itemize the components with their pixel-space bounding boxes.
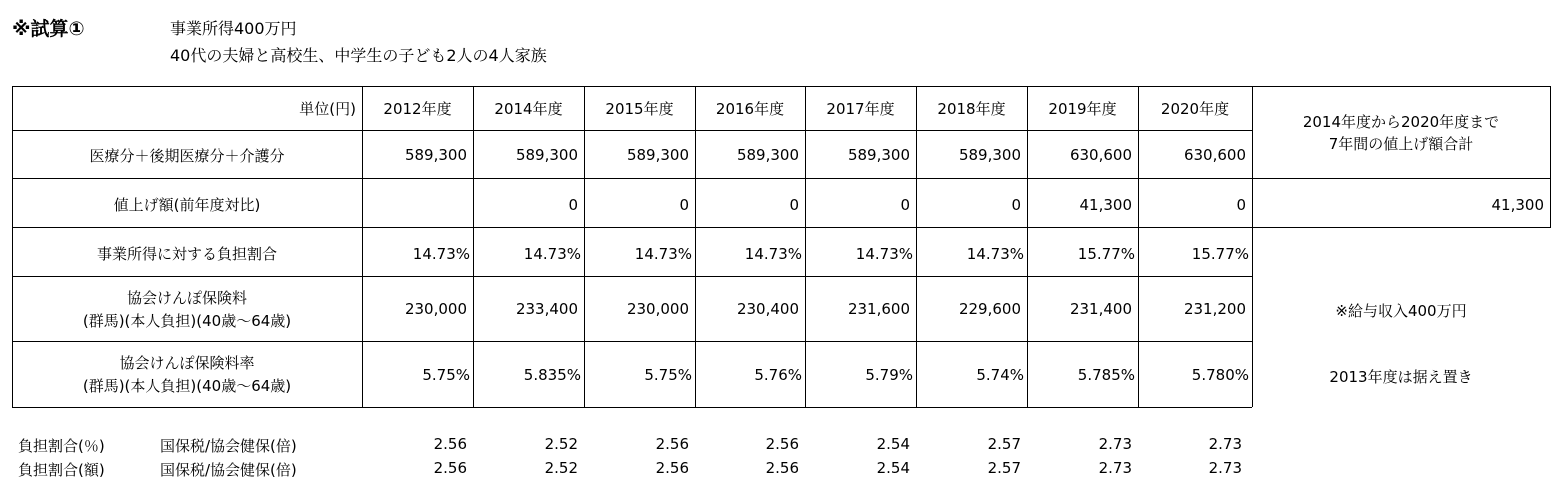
table-cell: 5.75%	[422, 366, 470, 384]
ratio-value: 2.73	[1098, 435, 1132, 453]
table-cell: 5.76%	[754, 366, 802, 384]
ratio-value: 2.54	[876, 459, 910, 477]
row-label: 協会けんぽ保険料	[126, 289, 247, 307]
total-header-line1: 2014年度から2020年度まで	[1302, 113, 1500, 131]
ratio-value: 2.56	[433, 459, 467, 477]
year-header: 2019年度	[1048, 100, 1117, 118]
table-cell: 630,600	[1183, 146, 1246, 164]
ratio-value: 2.57	[987, 435, 1021, 453]
table-border-top	[12, 86, 1551, 87]
table-cell: 14.73%	[966, 245, 1024, 263]
ratio-value: 2.56	[765, 435, 799, 453]
table-cell: 589,300	[626, 146, 689, 164]
table-cell: 15.77%	[1077, 245, 1135, 263]
ratio-value: 2.54	[876, 435, 910, 453]
table-cell: 14.73%	[634, 245, 692, 263]
ratio-value: 2.73	[1098, 459, 1132, 477]
table-cell: 231,600	[847, 300, 910, 318]
ratio-value: 2.73	[1208, 435, 1242, 453]
row-divider	[12, 341, 1252, 342]
rate-note: 2013年度は据え置き	[1329, 368, 1473, 386]
page-title: ※試算①	[12, 18, 85, 40]
year-header: 2020年度	[1160, 100, 1230, 118]
table-cell: 5.79%	[865, 366, 913, 384]
footer-label: 負担割合(％)	[18, 437, 105, 455]
table-cell: 589,300	[736, 146, 799, 164]
table-cell: 229,600	[958, 300, 1021, 318]
table-cell: 14.73%	[744, 245, 802, 263]
table-cell: 589,300	[958, 146, 1021, 164]
table-cell: 0	[568, 196, 578, 214]
table-cell: 0	[789, 196, 799, 214]
row-divider	[12, 227, 1551, 228]
table-border-right	[1550, 86, 1551, 227]
row-divider	[12, 130, 1252, 131]
year-header: 2018年度	[937, 100, 1006, 118]
scenario-income: 事業所得400万円	[170, 19, 297, 38]
year-header: 2014年度	[494, 100, 563, 118]
table-cell: 0	[1236, 196, 1246, 214]
table-cell: 41,300	[1079, 196, 1132, 214]
table-cell: 14.73%	[523, 245, 581, 263]
footer-label: 負担割合(額)	[18, 461, 105, 479]
footer-sublabel: 国保税/協会健保(倍)	[160, 437, 297, 455]
ratio-value: 2.56	[765, 459, 799, 477]
table-cell: 5.75%	[644, 366, 692, 384]
table-cell: 589,300	[515, 146, 578, 164]
total-header-line2: 7年間の値上げ額合計	[1328, 135, 1474, 153]
row-label: 値上げ額(前年度対比)	[113, 196, 261, 214]
table-cell: 0	[1011, 196, 1021, 214]
ratio-value: 2.56	[655, 435, 689, 453]
year-header: 2015年度	[605, 100, 674, 118]
table-cell: 5.780%	[1191, 366, 1249, 384]
table-cell: 230,000	[404, 300, 467, 318]
table-cell: 5.785%	[1077, 366, 1135, 384]
table-border-bottom	[12, 407, 1252, 408]
footer-sublabel: 国保税/協会健保(倍)	[160, 461, 297, 479]
table-cell: 589,300	[404, 146, 467, 164]
table-cell: 630,600	[1069, 146, 1132, 164]
ratio-value: 2.56	[433, 435, 467, 453]
table-cell: 0	[679, 196, 689, 214]
row-label: 協会けんぽ保険料率	[119, 354, 255, 372]
table-cell: 231,200	[1183, 300, 1246, 318]
table-cell: 230,000	[626, 300, 689, 318]
year-header: 2017年度	[826, 100, 895, 118]
ratio-value: 2.52	[544, 459, 578, 477]
ratio-value: 2.52	[544, 435, 578, 453]
row-divider	[12, 276, 1252, 277]
row-label: 医療分＋後期医療分＋介護分	[89, 147, 285, 165]
row-divider	[12, 178, 1551, 179]
ratio-value: 2.73	[1208, 459, 1242, 477]
scenario-family: 40代の夫婦と高校生、中学生の子ども2人の4人家族	[170, 46, 547, 65]
table-cell: 233,400	[515, 300, 578, 318]
year-header: 2016年度	[715, 100, 785, 118]
year-header: 2012年度	[383, 100, 452, 118]
salary-note: ※給与収入400万円	[1335, 302, 1467, 320]
increase-total: 41,300	[1491, 196, 1544, 214]
table-cell: 15.77%	[1191, 245, 1249, 263]
table-cell: 589,300	[847, 146, 910, 164]
table-cell: 230,400	[736, 300, 799, 318]
table-cell: 5.835%	[523, 366, 581, 384]
table-cell: 0	[900, 196, 910, 214]
table-cell: 231,400	[1069, 300, 1132, 318]
ratio-value: 2.57	[987, 459, 1021, 477]
row-label: 事業所得に対する負担割合	[96, 245, 277, 263]
table-cell: 5.74%	[976, 366, 1024, 384]
premium-table	[12, 86, 1551, 431]
unit-label: 単位(円)	[299, 100, 356, 118]
row-sublabel: (群馬)(本人負担)(40歳～64歳)	[82, 377, 292, 395]
table-cell: 14.73%	[855, 245, 913, 263]
ratio-value: 2.56	[655, 459, 689, 477]
table-cell: 14.73%	[412, 245, 470, 263]
row-sublabel: (群馬)(本人負担)(40歳～64歳)	[82, 312, 292, 330]
